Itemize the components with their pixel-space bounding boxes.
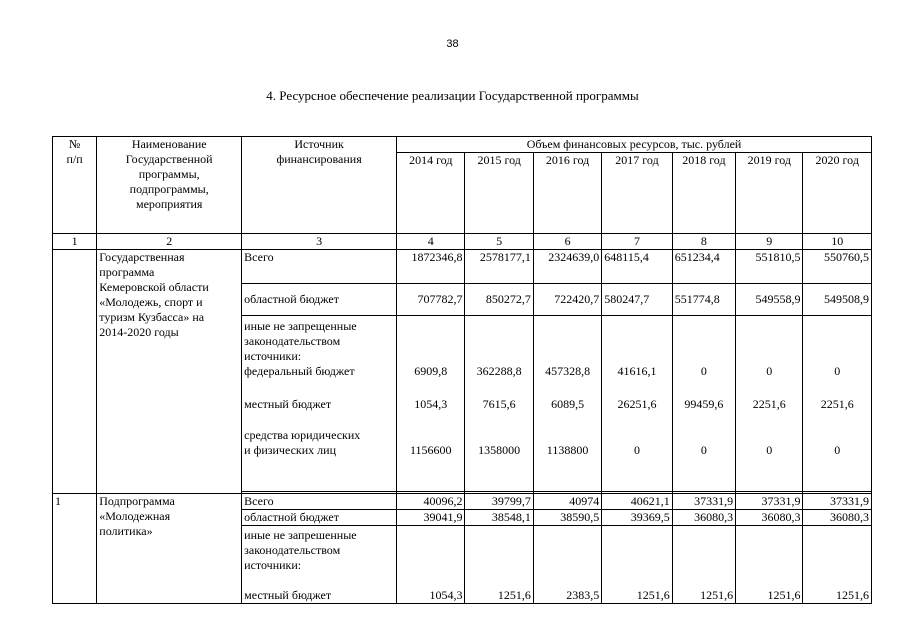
year-2015: 2015 год	[465, 153, 533, 234]
col-number: 7	[602, 234, 672, 250]
value-cell: 37331,9	[736, 494, 803, 510]
col-number: 8	[672, 234, 735, 250]
year-2014: 2014 год	[397, 153, 465, 234]
value-cell: 40621,1	[602, 494, 672, 510]
source-label: Всего	[242, 494, 397, 510]
value-cell: 37331,9	[803, 494, 872, 510]
value-cell: 36080,3	[803, 510, 872, 526]
program-num	[53, 250, 97, 494]
value-cell: 1251,6	[736, 526, 803, 604]
value-column: 41616,1 26251,6 0	[602, 316, 672, 492]
value-column: 6909,8 1054,3 1156600	[397, 316, 465, 492]
value-cell: 1872346,8	[397, 250, 465, 284]
source-label: Всего	[242, 250, 397, 284]
value-cell: 551774,8	[672, 284, 735, 316]
value-cell: 549558,9	[736, 284, 803, 316]
value-cell: 722420,7	[533, 284, 601, 316]
col-number: 9	[736, 234, 803, 250]
value-cell: 40974	[533, 494, 601, 510]
value-cell: 40096,2	[397, 494, 465, 510]
value-cell: 36080,3	[672, 510, 735, 526]
other-sources-labels: иные не запрещенные законодательством источники: федеральный бюджет местный бюджет средства юридических и физических лиц	[242, 316, 397, 492]
col-number: 6	[533, 234, 601, 250]
year-2018: 2018 год	[672, 153, 735, 234]
column-number-row	[53, 234, 872, 250]
value-cell: 651234,4	[672, 250, 735, 284]
value-cell: 39799,7	[465, 494, 533, 510]
subprogram-total-row	[53, 494, 872, 510]
col-number: 3	[242, 234, 397, 250]
header-name: Наименование Государственной программы, подпрограммы, мероприятия	[97, 137, 242, 234]
section-title: 4. Ресурсное обеспечение реализации Государственной программы	[266, 88, 639, 103]
value-cell: 550760,5	[803, 250, 872, 284]
value-cell: 39369,5	[602, 510, 672, 526]
value-cell: 1054,3	[397, 526, 465, 604]
year-2017: 2017 год	[602, 153, 672, 234]
value-cell: 648115,4	[602, 250, 672, 284]
value-cell: 1251,6	[602, 526, 672, 604]
col-number: 4	[397, 234, 465, 250]
header-volume: Объем финансовых ресурсов, тыс. рублей	[397, 137, 872, 153]
value-column: 362288,8 7615,6 1358000	[465, 316, 533, 492]
value-cell: 551810,5	[736, 250, 803, 284]
resource-table	[52, 136, 872, 604]
value-cell: 1251,6	[672, 526, 735, 604]
value-cell: 37331,9	[672, 494, 735, 510]
value-cell: 549508,9	[803, 284, 872, 316]
year-2020: 2020 год	[803, 153, 872, 234]
value-cell: 2578177,1	[465, 250, 533, 284]
value-cell: 1251,6	[803, 526, 872, 604]
value-column: 0 2251,6 0	[736, 316, 803, 492]
col-number: 10	[803, 234, 872, 250]
subprogram-num: 1	[53, 494, 97, 604]
source-label: областной бюджет	[242, 284, 397, 316]
col-number: 5	[465, 234, 533, 250]
source-label: областной бюджет	[242, 510, 397, 526]
value-cell: 1251,6	[465, 526, 533, 604]
value-cell: 38548,1	[465, 510, 533, 526]
value-cell: 580247,7	[602, 284, 672, 316]
header-num: № п/п	[53, 137, 97, 234]
header-row	[53, 137, 872, 153]
subprogram-name: Подпрограмма «Молодежная политика»	[97, 494, 242, 604]
program-name: Государственная программа Кемеровской области «Молодежь, спорт и туризм Кузбасса» на 2014-2020 годы	[97, 250, 242, 494]
col-number: 2	[97, 234, 242, 250]
value-cell: 36080,3	[736, 510, 803, 526]
year-2016: 2016 год	[533, 153, 601, 234]
value-cell: 2324639,0	[533, 250, 601, 284]
col-number: 1	[53, 234, 97, 250]
value-column: 0 2251,6 0	[803, 316, 872, 492]
page-number: 38	[446, 38, 459, 50]
value-cell: 2383,5	[533, 526, 601, 604]
value-cell: 38590,5	[533, 510, 601, 526]
other-sources-labels: иные не запрешенные законодательством источники: местный бюджет	[242, 526, 397, 604]
header-source: Источник финансирования	[242, 137, 397, 234]
value-cell: 39041,9	[397, 510, 465, 526]
program-total-row	[53, 250, 872, 284]
value-cell: 850272,7	[465, 284, 533, 316]
value-cell: 707782,7	[397, 284, 465, 316]
value-column: 0 99459,6 0	[672, 316, 735, 492]
year-2019: 2019 год	[736, 153, 803, 234]
value-column: 457328,8 6089,5 1138800	[533, 316, 601, 492]
